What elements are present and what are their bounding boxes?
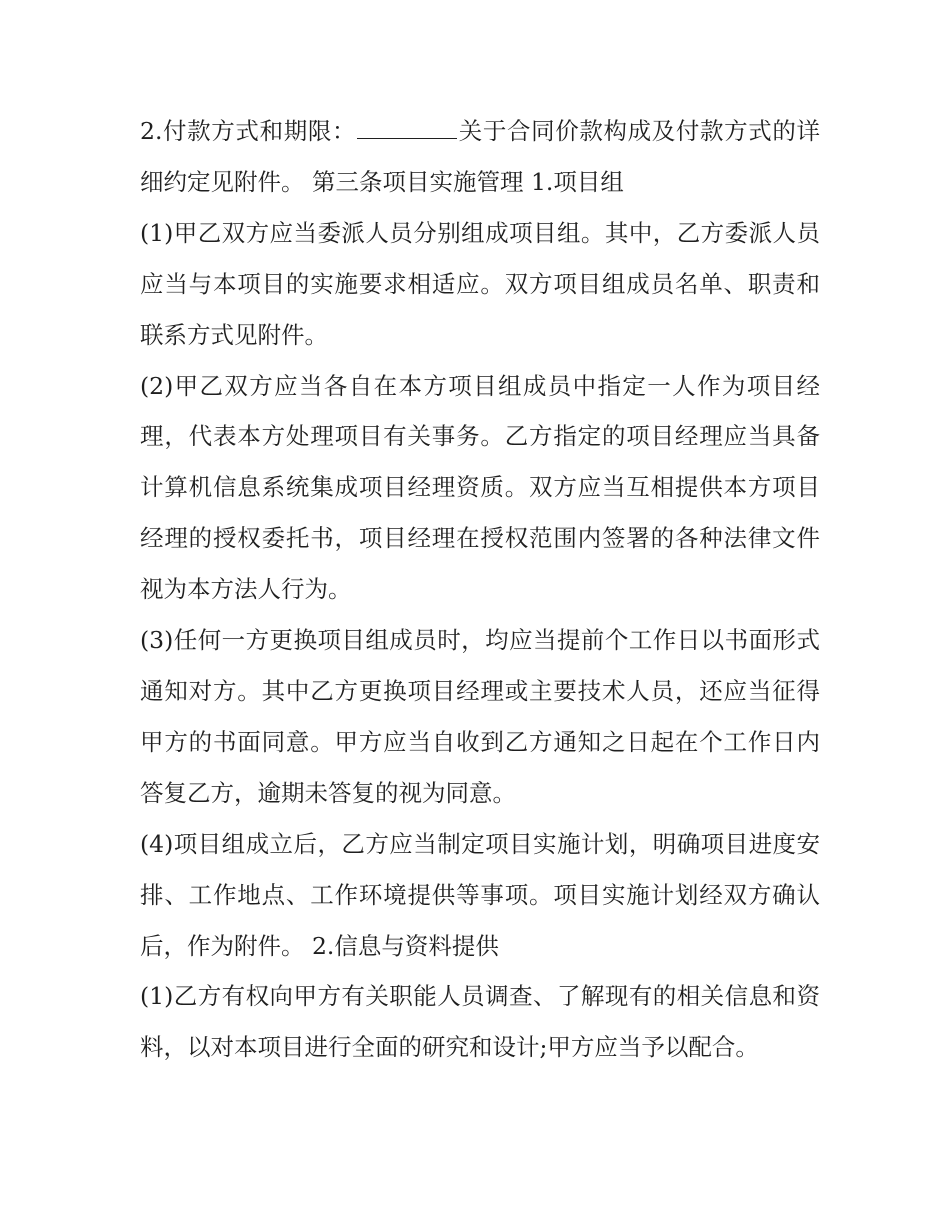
paragraph-2: (2)甲乙双方应当各自在本方项目组成员中指定一人作为项目经理，代表本方处理项目有关事务。乙方指定的项目经理应当具备计算机信息系统集成项目经理资质。双方应当互相提供本方项目经理的授权委托书，项目经理在授权范围内签署的各种法律文件视为本方法人行为。 — [140, 371, 820, 604]
paragraph-5: (1)乙方有权向甲方有关职能人员调查、了解现有的相关信息和资料，以对本项目进行全面的研究和设计;甲方应当予以配合。 — [140, 982, 820, 1062]
fill-in-blank — [357, 114, 457, 139]
payment-terms-label: 2.付款方式和期限： — [140, 117, 357, 145]
paragraph-3: (3)任何一方更换项目组成员时，均应当提前个工作日以书面形式通知对方。其中乙方更换项目经理或主要技术人员，还应当征得甲方的书面同意。甲方应当自收到乙方通知之日起在个工作日内答复乙方，逾期未答复的视为同意。 — [140, 626, 820, 807]
document-body — [140, 106, 820, 1073]
paragraph-1: (1)甲乙双方应当委派人员分别组成项目组。其中，乙方委派人员应当与本项目的实施要求相适应。双方项目组成员名单、职责和联系方式见附件。 — [140, 218, 820, 349]
payment-terms-detail: 关于合同价款构成及付款方式的详细约定见附件。 第三条项目实施管理 1.项目组 — [140, 117, 821, 196]
paragraph-payment-terms — [140, 106, 820, 208]
paragraph-4: (4)项目组成立后，乙方应当制定项目实施计划，明确项目进度安排、工作地点、工作环境提供等事项。项目实施计划经双方确认后，作为附件。 2.信息与资料提供 — [140, 829, 820, 960]
